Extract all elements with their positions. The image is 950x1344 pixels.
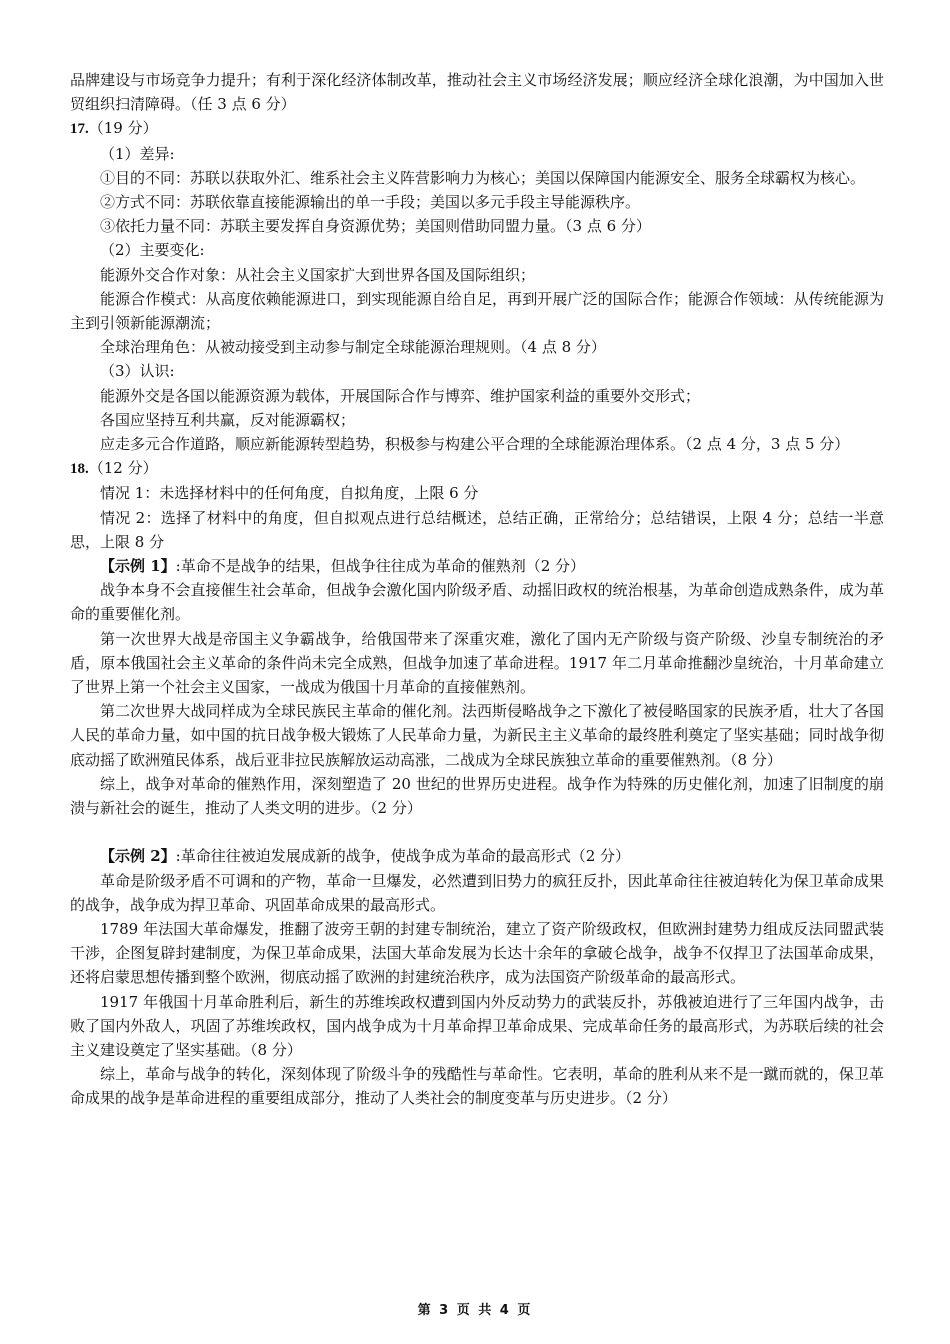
question-18-header (70, 456, 884, 481)
page-footer: 第 3 页 共 4 页 (417, 1303, 533, 1318)
question-17-header (70, 116, 884, 141)
q17-part1-item-a: ①目的不同：苏联以获取外汇、维系社会主义阵营影响力为核心；美国以保障国内能源安全、服务全球霸权为核心。 (100, 168, 866, 187)
example-2-paragraph-2: 1789 年法国大革命爆发，推翻了波旁王朝的封建专制统治，建立了资产阶级政权，但欧洲封建势力组成反法同盟武装干涉，企图复辟封建制度，为保卫革命成果，法国大革命发展为长达十余年的拿破仑战争，战争不仅捍卫了法国革命成果，还将启蒙思想传播到整个欧洲，彻底动摇了欧洲的封建统治秩序，成为法国资产阶级革命的最高形式。 (70, 919, 884, 987)
q17-part3-item-c: 应走多元合作道路，顺应新能源转型趋势，积极参与构建公平合理的全球能源治理体系。（2 点 4 分，3 点 5 分） (100, 435, 850, 454)
example-1-paragraph-4: 综上，战争对革命的催熟作用，深刻塑造了 20 世纪的世界历史进程。战争作为特殊的历史催化剂，加速了旧制度的崩溃与新社会的诞生，推动了人类文明的进步。（2 分） (70, 774, 884, 818)
example-2-title: :革命往往被迫发展成新的战争，使战争成为革命的最高形式（2 分） (175, 847, 631, 866)
example-1-paragraph-2: 第一次世界大战是帝国主义争霸战争，给俄国带来了深重灾难，激化了国内无产阶级与资产阶级、沙皇专制统治的矛盾，原本俄国社会主义革命的条件尚未完全成熟，但战争加速了革命进程。1917 年二月革命推翻沙皇统治，十月革命建立了世界上第一个社会主义国家，一战成为俄国十月革命的直接催熟剂。 (70, 629, 884, 697)
example-1-label: 【示例 1】 (100, 557, 176, 576)
example-2-label: 【示例 2】 (100, 847, 176, 866)
example-1-title: :革命不是战争的结果，但战争往往成为革命的催熟剂（2 分） (175, 557, 586, 576)
example-1-heading (70, 554, 884, 578)
q17-part3-title: （3）认识: (100, 362, 175, 381)
example-1-paragraph-1: 战争本身不会直接催生社会革命，但战争会激化国内阶级矛盾、动摇旧政权的统治根基，为革命创造成熟条件，成为革命的重要催化剂。 (70, 581, 884, 624)
question-18-number: 18. (70, 461, 89, 478)
q18-case-1: 情况 1：未选择材料中的任何角度，自拟角度，上限 6 分 (100, 484, 479, 503)
q17-part2-item-a: 能源外交合作对象：从社会主义国家扩大到世界各国及国际组织； (100, 265, 536, 284)
example-2-heading (70, 844, 884, 868)
q17-part1-title: （1）差异: (100, 144, 175, 163)
q17-part2-title: （2）主要变化: (100, 241, 205, 260)
q17-part2-item-b: 能源合作模式：从高度依赖能源进口，到实现能源自给自足，再到开展广泛的国际合作；能源合作领域：从传统能源为主到引领新能源潮流； (70, 289, 884, 333)
question-18-score: （12 分） (88, 459, 158, 478)
answer-page (70, 68, 884, 1111)
example-2-paragraph-4: 综上，革命与战争的转化，深刻体现了阶级斗争的残酷性与革命性。它表明，革命的胜利从来不是一蹴而就的，保卫革命成果的战争是革命进程的重要组成部分，推动了人类社会的制度变革与历史进步。（2 分） (70, 1065, 884, 1108)
example-2-paragraph-3: 1917 年俄国十月革命胜利后，新生的苏维埃政权遭到国内外反动势力的武装反扑，苏俄被迫进行了三年国内战争，击败了国内外敌人，巩固了苏维埃政权，国内战争成为十月革命捍卫革命成果、完成革命任务的最高形式，为苏联后续的社会主义建设奠定了坚实基础。（8 分） (70, 992, 884, 1059)
q17-part3-item-b: 各国应坚持互利共赢，反对能源霸权； (100, 410, 356, 429)
q17-part3-item-a: 能源外交是各国以能源资源为载体，开展国际合作与博弈、维护国家利益的重要外交形式； (100, 386, 701, 405)
question-17-score: （19 分） (88, 119, 158, 138)
q17-part1-item-c: ③依托力量不同：苏联主要发挥自身资源优势；美国则借助同盟力量。（3 点 6 分） (100, 217, 651, 236)
example-1-paragraph-3: 第二次世界大战同样成为全球民族民主革命的催化剂。法西斯侵略战争之下激化了被侵略国家的民族矛盾，壮大了各国人民的革命力量，如中国的抗日战争极大锻炼了人民革命力量，为新民主主义革命的最终胜利奠定了坚实基础；同时战争彻底动摇了欧洲殖民体系，战后亚非拉民族解放运动高涨，二战成为全球民族独立革命的重要催熟剂。（8 分） (70, 702, 884, 769)
continuation-paragraph: 品牌建设与市场竞争力提升；有利于深化经济体制改革，推动社会主义市场经济发展；顺应经济全球化浪潮，为中国加入世贸组织扫清障碍。（任 3 点 6 分） (70, 71, 884, 114)
question-17-number: 17. (70, 121, 89, 138)
example-2-paragraph-1: 革命是阶级矛盾不可调和的产物，革命一旦爆发，必然遭到旧势力的疯狂反扑，因此革命往往被迫转化为保卫革命成果的战争，战争成为捍卫革命、巩固革命成果的最高形式。 (70, 871, 884, 914)
q18-case-2: 情况 2：选择了材料中的角度，但自拟观点进行总结概述，总结正确，正常给分；总结错误，上限 4 分；总结一半意思，上限 8 分 (70, 508, 884, 551)
section-gap (70, 820, 884, 844)
q17-part1-item-b: ②方式不同：苏联依靠直接能源输出的单一手段；美国以多元手段主导能源秩序。 (100, 193, 641, 212)
q17-part2-item-c: 全球治理角色：从被动接受到主动参与制定全球能源治理规则。（4 点 8 分） (100, 338, 606, 357)
